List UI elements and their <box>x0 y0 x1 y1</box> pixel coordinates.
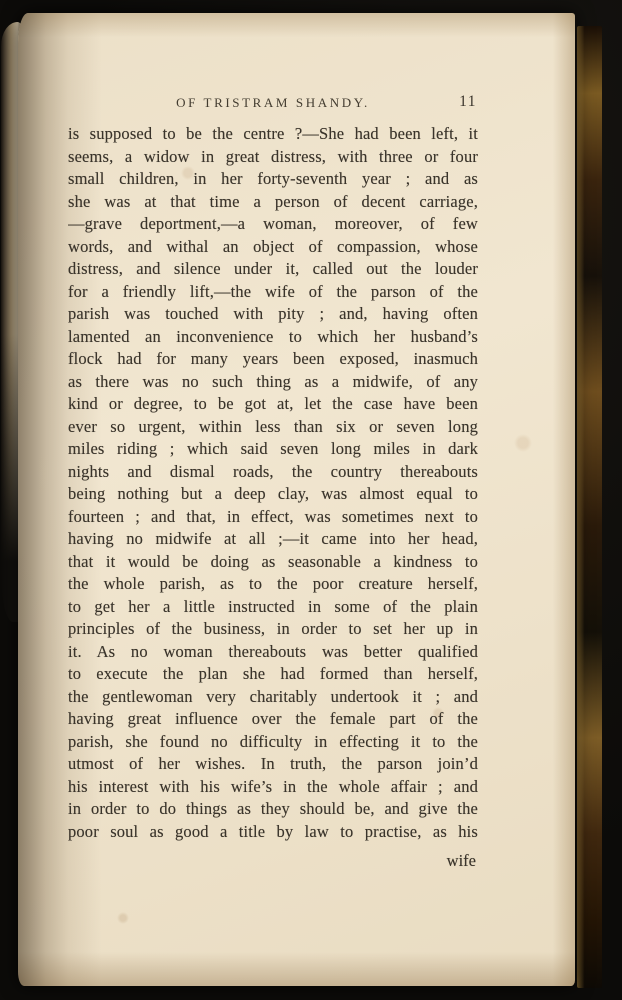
text-line: parish, she found no difficulty in effecting it to the <box>68 731 478 751</box>
text-line: small children, in her forty-seventh year ; and as <box>68 169 478 188</box>
text-line: having great influence over the female part of the <box>68 709 478 728</box>
text-block <box>68 13 478 872</box>
text-line: it. As no woman thereabouts was better qualified <box>68 641 478 661</box>
catchword: wife <box>446 851 476 870</box>
book-page <box>18 13 575 986</box>
running-title: OF TRISTRAM SHANDY. <box>176 95 370 110</box>
text-line: miles riding ; which said seven long miles in dark <box>68 439 478 458</box>
text-line: fourteen ; and that, in effect, was sometimes next to <box>68 506 478 526</box>
text-line: that it would be doing as seasonable a kindness to <box>68 551 478 571</box>
body-text <box>68 123 478 843</box>
text-line: seems, a widow in great distress, with three or four <box>68 146 478 166</box>
page-number: 11 <box>459 93 477 110</box>
text-line: to get her a little instructed in some of the plain <box>68 596 478 616</box>
book-cover-edge <box>577 26 602 988</box>
text-line: she was at that time a person of decent carriage, <box>68 191 478 211</box>
text-line: as there was no such thing as a midwife, of any <box>68 371 478 391</box>
text-line: flock had for many years been exposed, inasmuch <box>68 349 478 368</box>
text-line: for a friendly lift,—the wife of the parson of the <box>68 281 478 301</box>
text-line: kind or degree, to be got at, let the case have been <box>68 394 478 413</box>
text-line: ever so urgent, within less than six or seven long <box>68 416 478 436</box>
text-line: the whole parish, as to the poor creature herself, <box>68 574 478 593</box>
text-line: the gentlewoman very charitably undertook it ; and <box>68 686 478 706</box>
text-line: principles of the business, in order to set her up in <box>68 619 478 638</box>
text-line: being nothing but a deep clay, was almost equal to <box>68 484 478 503</box>
text-line: to execute the plan she had formed than herself, <box>68 664 478 683</box>
text-line: utmost of her wishes. In truth, the parson join’d <box>68 754 478 773</box>
text-line: nights and dismal roads, the country thereabouts <box>68 461 478 481</box>
text-line: his interest with his wife’s in the whole affair ; and <box>68 776 478 796</box>
text-line: in order to do things as they should be, and give the <box>68 799 478 818</box>
text-line: poor soul as good a title by law to practise, as his <box>68 821 478 841</box>
text-line: lamented an inconvenience to which her husband’s <box>68 326 478 346</box>
text-line: distress, and silence under it, called out the louder <box>68 259 478 278</box>
text-line: parish was touched with pity ; and, having often <box>68 304 478 323</box>
page-header <box>68 93 478 113</box>
text-line: is supposed to be the centre ?—She had been left, it <box>68 124 478 143</box>
text-line: —grave deportment,—a woman, moreover, of few <box>68 214 478 233</box>
text-line: having no midwife at all ;—it came into her head, <box>68 529 478 548</box>
text-line: words, and withal an object of compassion, whose <box>68 236 478 256</box>
